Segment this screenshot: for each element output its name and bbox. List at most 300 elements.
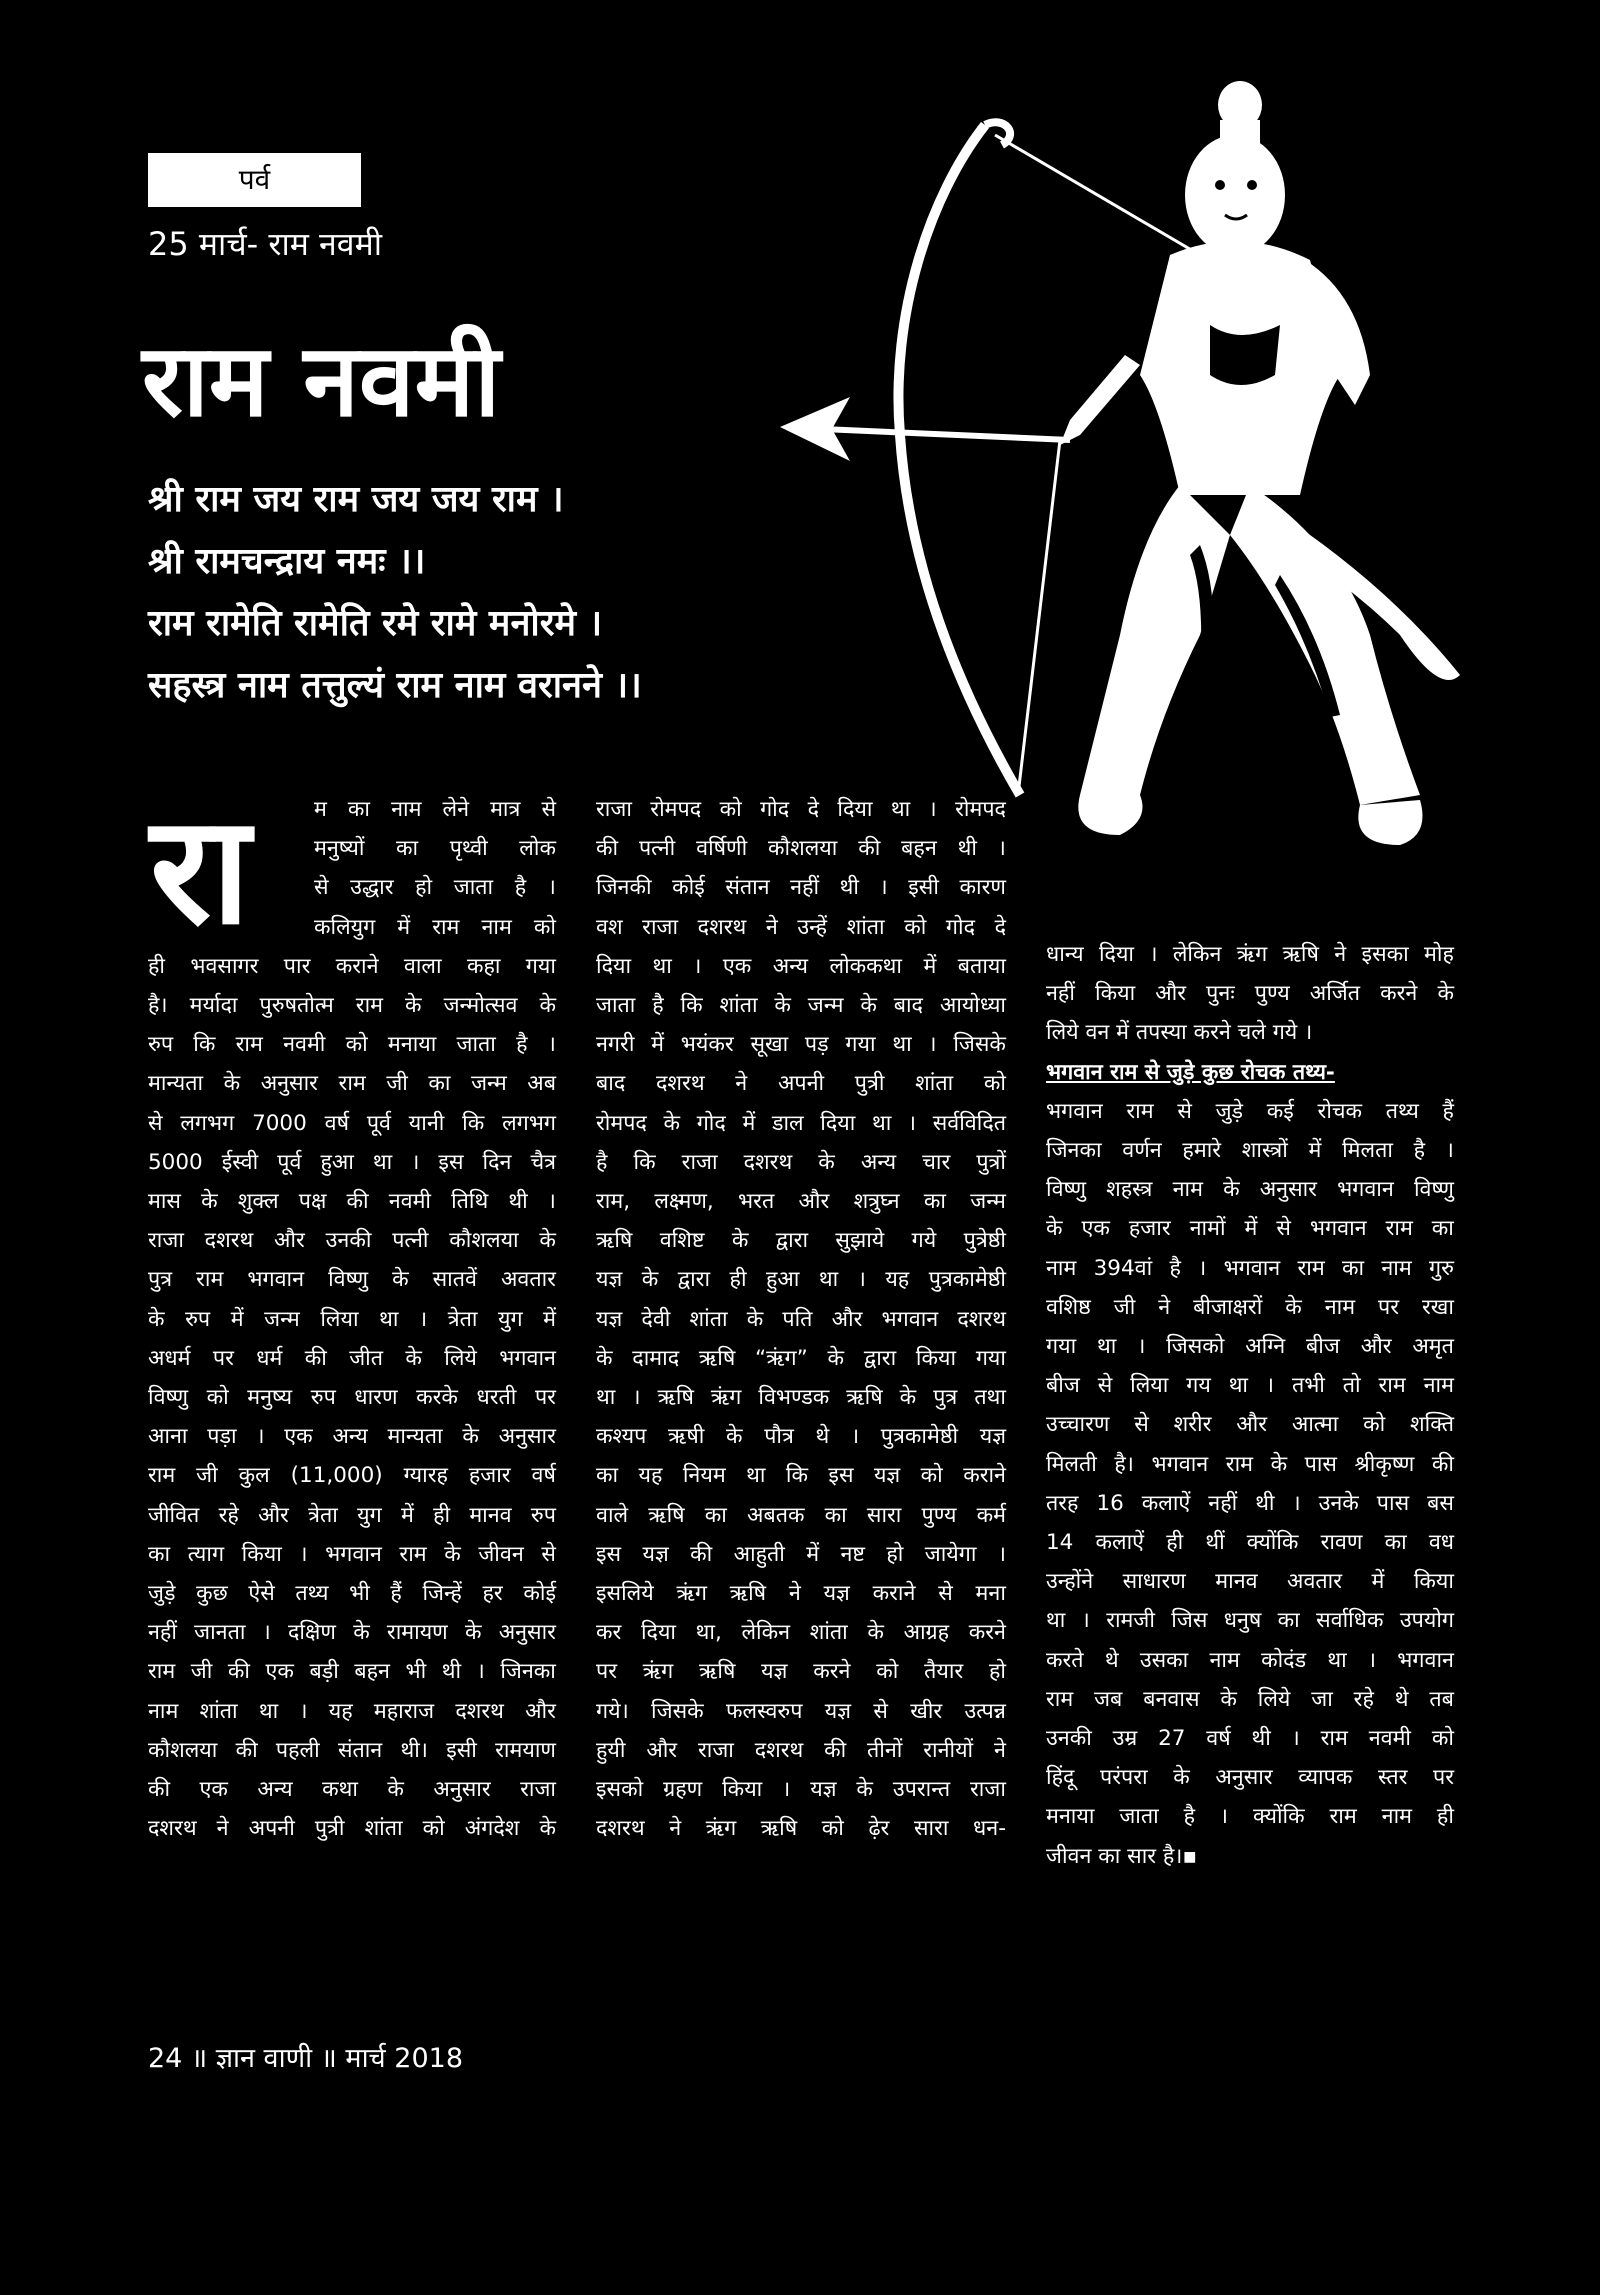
word: गये [911,1228,937,1254]
text-line [1046,1797,1454,1836]
word: यह [885,1267,910,1293]
word: । [1081,1608,1090,1634]
word: अनुसार [1259,1177,1317,1203]
word: हर [482,1581,503,1607]
text-line [148,1417,556,1456]
word: ऋंग [705,1816,737,1842]
word: उन्होंने [1046,1569,1094,1595]
word: गया [975,1345,1006,1371]
text-line [1046,1131,1454,1170]
word: कराने [335,953,379,979]
word: भगवान [881,1306,939,1332]
word: शत्रुघ्न [853,1189,900,1215]
text-line [148,1064,556,1103]
word: नवमी [388,1189,431,1215]
word: । [997,836,1006,862]
word: अवतार [1287,1569,1343,1595]
word: पुनः [1206,981,1235,1007]
word: । [907,1110,917,1136]
word: राम [432,914,460,940]
word: राम [338,1071,366,1097]
word: नाम [1324,1294,1356,1320]
word: लोककथा [829,953,902,979]
text-line [148,1143,556,1182]
word: ने [735,1071,748,1097]
word: राम, [596,1189,631,1215]
word: से [873,1698,888,1724]
word: कलाऐं [1095,1530,1145,1556]
word: । [1149,942,1158,967]
word: पत्नी [638,836,676,862]
text-line [596,1221,1006,1260]
word: ने [1334,942,1347,967]
text-line [596,1613,1006,1652]
word: से [1177,1098,1192,1124]
word: कुछ [196,1581,228,1607]
word: नाम [481,914,512,940]
word: ऋषि [657,1385,694,1411]
word: को [983,1071,1006,1097]
article-column-1 [148,782,556,1848]
word: शास्त्रों [1241,1138,1288,1164]
word: ने [669,1816,682,1842]
word: विष्णु [1046,1177,1086,1203]
word: पर [212,1345,234,1371]
word: । [857,1267,866,1293]
word: । [411,1149,420,1175]
word: जी [1113,1294,1136,1320]
word: ऋषि [1282,942,1319,967]
word: बड़ी [309,1659,339,1685]
word: दे [994,914,1006,940]
word: हैं [1442,1098,1454,1124]
word: ईस्वी [221,1149,259,1175]
word: भगवान [1151,1451,1209,1477]
text-line-content: लिये वन में तपस्या करने चले गये । [1046,1020,1313,1046]
word: इस [596,1541,622,1567]
word: रुप [185,1306,211,1332]
arrow-icon [780,397,1070,461]
word: भगवान [1046,1098,1103,1124]
word: धारण [354,1385,398,1411]
word: अंगदेश [464,1816,520,1842]
word: अन्य [860,1149,897,1175]
word: के [1285,1294,1302,1320]
word: शक्ति [1410,1412,1454,1438]
word: को [719,797,742,822]
word: मास [148,1189,181,1215]
word: राजा [681,1149,718,1175]
word: भगवान [1337,1177,1394,1203]
word: ने [216,1816,229,1842]
word: हिंदू [1046,1765,1075,1791]
word: मिलता [1342,1138,1393,1164]
word: । [476,1659,485,1685]
word: नाम [1381,1255,1412,1281]
word: द्वारा [677,1267,711,1293]
word: अन्य [257,1777,293,1803]
word: । [1198,1255,1207,1281]
word: भगवान [247,1267,305,1293]
word: राम [1046,1686,1074,1712]
word: राम [1378,1373,1406,1399]
word: भरत [738,1189,775,1215]
word: । [256,1424,265,1450]
word: थे [815,1424,830,1450]
word: राम [399,1541,427,1567]
word: त्याग [187,1541,225,1567]
text-line [148,1221,556,1260]
word: एक [1081,1216,1110,1242]
word: था [1327,1647,1347,1673]
word: तथ्य [1385,1098,1419,1124]
word: राजा [596,797,632,822]
text-line [1046,974,1454,1013]
text-line [596,986,1006,1025]
word: 16 [1096,1490,1124,1516]
word: किया [1095,981,1136,1007]
text-line [596,1260,1006,1299]
word: अनुसार [498,1620,556,1646]
word: सर्वाधिक [1316,1608,1384,1634]
word: थी। [400,1737,428,1763]
text-line [148,1339,556,1378]
text-line [1046,1249,1454,1288]
word: वर्ष [1206,1726,1231,1752]
word: का [1342,1255,1365,1281]
word: जाता [453,875,494,901]
word: जी [196,1463,218,1489]
word: के [746,1306,764,1332]
text-line [1046,1837,1454,1876]
text-line-content: जीवन का सार है।▪ [1046,1843,1198,1869]
word: व्यापक [1298,1765,1353,1791]
word: दक्षिण [288,1620,336,1646]
word: शांता [689,1306,728,1332]
word: । [299,1698,308,1724]
word: और [831,1306,863,1332]
word: पुरुषतोत्म [259,993,334,1019]
word: है [1169,1255,1181,1281]
word: जिन्हें [422,1581,462,1607]
word: करते [1046,1647,1084,1673]
word: राम [1225,1451,1254,1477]
text-line [1046,1092,1454,1131]
word: पास [1304,1451,1337,1477]
text-line [148,1104,556,1143]
word: अग्नि [1245,1334,1286,1360]
word: । [547,1189,556,1215]
word: में [400,1502,414,1528]
word: इसका [1361,942,1409,967]
word: था [818,1267,839,1293]
word: कहा [466,953,501,979]
word: ने [765,914,778,940]
word: थीं [1205,1530,1225,1556]
word: का [923,1189,946,1215]
text-line [148,1182,556,1221]
word: है। [1114,1451,1134,1477]
word: राम [148,1659,176,1685]
word: लिये [1257,1686,1291,1712]
word: को [206,1385,229,1411]
text-line [596,790,1006,829]
word: ऐसे [248,1581,275,1607]
word: गया [845,1032,876,1058]
word: कश्यप [596,1424,647,1450]
word: मनाया [387,1032,437,1058]
text-line [148,1456,556,1495]
rama-figure [1060,81,1460,845]
word: किया [241,1541,282,1567]
word: नवमी [1368,1726,1411,1752]
word: था [746,1463,766,1489]
word: करने [1380,981,1418,1007]
word: के [444,1541,461,1567]
word: गया [1046,1334,1077,1360]
text-line [148,1652,556,1691]
word: मात्र [490,797,521,822]
word: 5000 [148,1149,203,1175]
word: और [646,1737,678,1763]
word: शांता [719,993,758,1019]
text-line [148,947,556,986]
word: । [1367,1647,1377,1673]
word: साधारण [1122,1569,1186,1595]
word: पुत्रेष्ठी [963,1228,1006,1254]
word: ने [1158,1294,1171,1320]
word: कि [462,1110,485,1136]
word: कुल [238,1463,270,1489]
word: रखा [1422,1294,1454,1320]
text-line [1046,1680,1454,1719]
word: 27 [1158,1726,1186,1752]
page-footer: 24 ॥ ज्ञान वाणी ॥ मार्च 2018 [148,2043,463,2074]
subheading: भगवान राम से जुड़े कुछ रोचक तथ्य- [1046,1059,1335,1085]
word: । [418,1306,428,1332]
text-line [596,1064,1006,1103]
word: कलाऐं [1141,1490,1191,1516]
word: बताया [957,953,1006,979]
word: । [1445,1138,1454,1164]
word: के [596,1345,613,1371]
word: यज्ञ [824,1698,852,1724]
word: में [543,1306,556,1332]
word: । [850,1424,860,1450]
word: के [774,993,791,1019]
word: के [860,993,877,1019]
word: यज्ञ [761,1659,788,1685]
word: दामाद [632,1345,680,1371]
word: नवमी [283,1032,326,1058]
word: दशरथ [957,1306,1006,1332]
word: अपनी [777,1071,825,1097]
word: तब [1429,1686,1454,1712]
word: मोह [1424,942,1454,967]
word: विष्णु [328,1267,369,1293]
word: ही [1166,1530,1184,1556]
word: पर [534,1385,556,1411]
word: तथ्य [295,1581,329,1607]
word: लिया [320,1306,359,1332]
word: के [387,1777,404,1803]
text-line [1046,1562,1454,1601]
word: यज्ञ [596,1306,623,1332]
word: के [539,993,556,1019]
word: रामायण [386,1620,448,1646]
word: के [405,1345,422,1371]
word: । [879,875,888,901]
word: रोचक [1317,1098,1363,1124]
text-line [148,1613,556,1652]
word: तथा [974,1385,1006,1411]
word: अनुसार [433,1777,491,1803]
word: मिलती [1046,1451,1097,1477]
word: दशरथ [697,914,747,940]
word: पुत्रकामेष्ठी [928,1267,1006,1293]
word: ही [729,1267,747,1293]
word: अपनी [248,1816,295,1842]
text-line [596,1456,1006,1495]
word: कर्म [976,1502,1006,1528]
word: डाल [771,1110,804,1136]
word: में [1371,1569,1385,1595]
word: राजा [697,1737,734,1763]
word: में [806,1541,820,1567]
word: के [148,1306,165,1332]
word: था [890,797,911,822]
word: मनुष्य [247,1385,293,1411]
word: कि [785,1463,808,1489]
bow-icon [898,125,1020,795]
word: से [148,1110,163,1136]
word: जिनका [500,1659,556,1685]
text-line [596,1809,1006,1848]
word: जीवित [148,1502,200,1528]
word: दशरथ [754,1737,804,1763]
word: कोई [523,1581,556,1607]
verses [148,468,642,716]
word: की [596,836,619,862]
word: कि [633,1149,656,1175]
word: दशरथ [655,1071,705,1097]
word: लिये [444,1345,477,1371]
text-line [1046,1445,1454,1484]
text-line [148,1496,556,1535]
word: ऋषि [729,1581,767,1607]
text-line [148,1300,556,1339]
word: लक्ष्मण, [654,1189,714,1215]
word: धन- [973,1816,1006,1842]
word: बीज [1306,1334,1340,1360]
word: भवसागर [190,953,259,979]
word: थी [508,1189,528,1215]
word: था [372,1149,393,1175]
word: थे [1104,1647,1119,1673]
word: जुड़े [148,1581,176,1607]
word: कराने [963,1463,1006,1489]
word: में [230,1306,244,1332]
word: युग [357,1502,382,1528]
word: मना [975,1581,1006,1607]
text-line [596,829,1006,868]
word: में [397,914,411,940]
word: ढ़ेर [868,1816,890,1842]
word: पति [782,1306,813,1332]
word: राम [148,1463,176,1489]
word: चार [922,1149,951,1175]
word: बीजाक्षरों [1193,1294,1263,1320]
word: रोमपद [596,1110,647,1136]
word: लेकिन [1172,942,1222,967]
word: की [304,1345,327,1371]
word: है [1183,1804,1195,1830]
word: जन्म [471,1071,507,1097]
word: इसको [596,1777,644,1803]
word: खीर [910,1698,943,1724]
word: के [539,1816,556,1842]
word: है [1413,1138,1426,1164]
word: रामयाण [495,1737,556,1763]
word: अन्य [772,953,809,979]
word: जन्म [264,1306,300,1332]
word: थे [1394,1686,1409,1712]
word: जिनका [1046,1138,1102,1164]
word: द्वारा [863,1345,897,1371]
word: पर [1432,1765,1454,1791]
text-line [596,1496,1006,1535]
text-line [148,908,556,947]
word: । [997,1541,1006,1567]
word: राजा [520,1777,556,1803]
word: यानी [408,1110,445,1136]
word: पत्नी [392,1228,429,1254]
word: ऋंग [676,1581,707,1607]
word: को [533,914,556,940]
word: के [405,993,422,1019]
word: वशिष्ठ [1046,1294,1091,1320]
word: । [632,1385,641,1411]
word: राम [1297,1255,1325,1281]
word: के [539,1228,556,1254]
word: तैयार [924,1659,964,1685]
word: के [856,1777,873,1803]
word: कि [680,993,703,1019]
word: के [663,1110,681,1136]
word: ऋषी [668,1424,705,1450]
word: के [641,1267,659,1293]
word: पहली [275,1737,320,1763]
word: ऋषि [596,1228,633,1254]
word: अनुसार [498,1424,556,1450]
word: लगभग [180,1110,235,1136]
word: को [920,1463,943,1489]
word: राम [1320,1726,1348,1752]
article-column-3 [1046,935,1454,1876]
word: यज्ञ [823,1581,850,1607]
text-line [596,1692,1006,1731]
word: चैत्र [530,1149,556,1175]
word: म [314,797,327,822]
word: भगवान [1309,1216,1367,1242]
text-line [596,1182,1006,1221]
word: अर्जित [1309,981,1360,1007]
word: गोद [696,1110,726,1136]
word: लोक [519,836,556,862]
word: जीत [349,1345,383,1371]
word: का [1277,1608,1300,1634]
word: तभी [1291,1373,1325,1399]
